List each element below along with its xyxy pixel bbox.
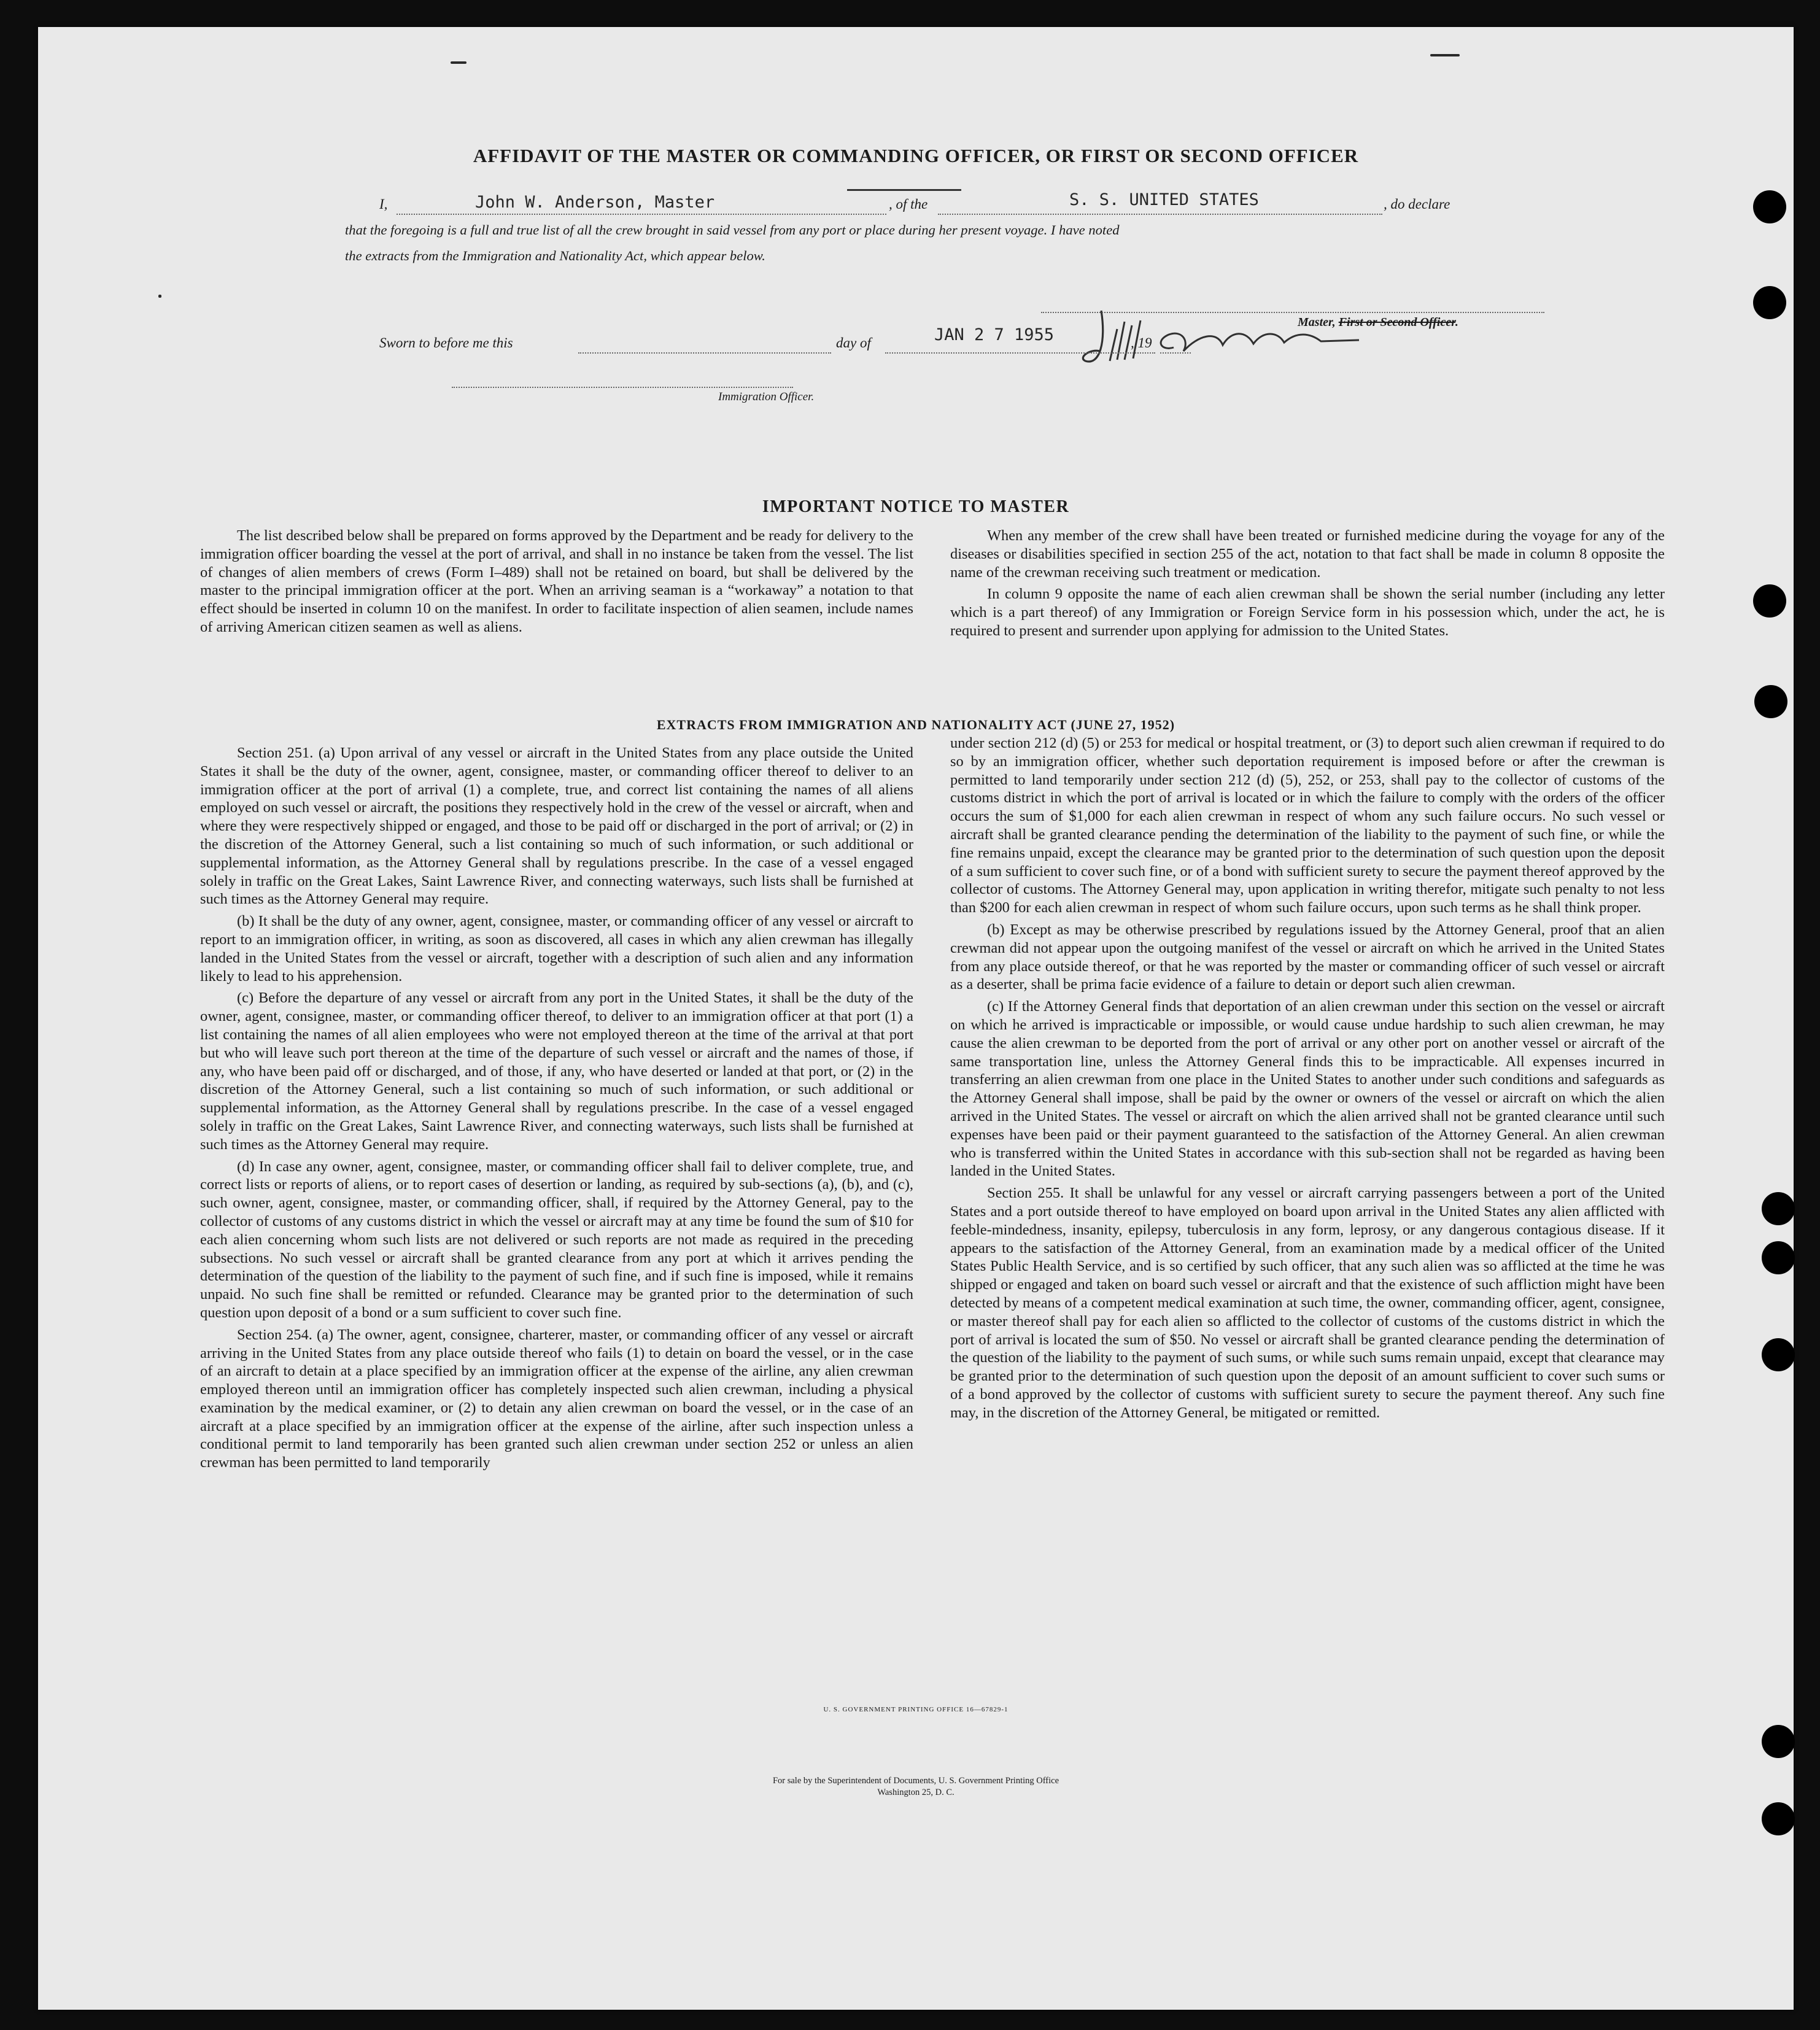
caption-suffix: . [1455, 316, 1458, 329]
sworn-label: Sworn to before me this [379, 335, 513, 351]
day-of-label: day of [836, 335, 871, 351]
of-the-label: , of the [889, 196, 928, 212]
scan-speck [1430, 54, 1460, 56]
year-line [1160, 352, 1191, 354]
declaration-line: the extracts from the Immigration and Nationality Act, which appear below. [345, 248, 765, 263]
paragraph: In column 9 opposite the name of each alien crewman shall be shown the serial number (including any letter which is a part thereof) of any Immigration or Foreign Service form in his possession which, under the act, he is required to present and surrender upon applying for admission to the United States. [950, 586, 1665, 639]
do-declare-label: , do declare [1384, 196, 1450, 212]
vessel-name-field[interactable]: S. S. UNITED STATES [1069, 190, 1259, 209]
paragraph: (b) It shall be the duty of any owner, agent, consignee, master, or commanding officer of any vessel or aircraft to report to an immigration officer, in writing, as soon as discovered, all cases in which any alien crewman has illegally landed in the United States from the vessel or aircraft, together with a description of such alien and any information likely to lead to his apprehension. [200, 913, 913, 985]
scan-speck [158, 295, 161, 298]
paragraph: Section 251. (a) Upon arrival of any vessel or aircraft in the United States from any place outside the United States it shall be the duty of the owner, agent, consignee, master, or commanding officer thereof to deliver to an immigration officer at the port of arrival (1) a complete, true, and correct list containing the names of all aliens employed on such vessel or aircraft, the positions they respectively hold in the crew of the vessel or aircraft, when and where they were respectively shipped or engaged, and those to be paid off or discharged in the port of arrival; or (2) in the discretion of the Attorney General, such a list containing so much of such information, or such additional or supplemental information, as the Attorney General shall by regulations prescribe. In the case of a vessel engaged solely in traffic on the Great Lakes, Saint Lawrence River, and connecting waterways, such lists shall be furnished at such times as the Attorney General may require. [200, 745, 913, 908]
sworn-day-line [578, 352, 831, 354]
binder-hole [1754, 685, 1787, 718]
officer-signature-line [452, 387, 793, 388]
affidavit-page [38, 27, 1794, 2010]
sale-line: Washington 25, D. C. [877, 1788, 955, 1797]
caption-struck-officer: First or Second Officer [1338, 316, 1455, 329]
declaration-line: that the foregoing is a full and true list of all the crew brought in said vessel from any port or place during her present voyage. I have noted [345, 222, 1120, 238]
binder-hole [1762, 1725, 1795, 1758]
paragraph: (c) Before the departure of any vessel or aircraft from any port in the United States, it shall be the duty of the owner, agent, consignee, master, or commanding officer thereof, to deliver to an immigration officer at that port (1) a list containing the names of all alien employees who were not employed thereon at the time of the arrival at that port but who will leave such port thereon at the time of the departure of such vessel or aircraft and the names of those, if any, who have been paid off or discharged, and of those, if any, who have deserted or landed at that port, or (2) in the discretion of the Attorney General, such a list containing so much of such information, or such additional or supplemental information, as the Attorney General shall by regulations prescribe. In the case of a vessel engaged solely in traffic on the Great Lakes, Saint Lawrence River, and connecting waterways, such lists shall be furnished at such times as the Attorney General may require. [200, 990, 913, 1153]
signature-caption [1298, 316, 1458, 330]
master-signature [1082, 292, 1364, 384]
binder-hole [1753, 286, 1786, 319]
scan-speck [451, 61, 467, 64]
master-name-field[interactable]: John W. Anderson, Master [475, 193, 715, 212]
paragraph: (b) Except as may be otherwise prescribed by regulations issued by the Attorney General, proof that an alien crewman did not appear upon the outgoing manifest of the vessel or aircraft on which he arrived in the United States from any place outside thereof, or that he was reported by the master or commanding officer of such vessel or aircraft as a deserter, shall be prima facie evidence of a failure to detain or deport such alien crewman. [950, 921, 1665, 993]
paragraph: Section 254. (a) The owner, agent, consignee, charterer, master, or commanding officer of any vessel or aircraft arriving in the United States from any place outside thereof who fails (1) to detain on board the vessel, or in the case of an aircraft to detain at a place specified by an immigration officer at the expense of the airline, any alien crewman employed thereon until an immigration officer has completely inspected such alien crewman, including a physical examination by the medical examiner, or (2) to detain any alien crewman on board the vessel, or in the case of an aircraft at a place specified by an immigration officer at the expense of the airline, after such inspection unless a conditional permit to land temporarily has been granted such alien crewman under section 252 or unless an alien crewman has been permitted to land temporarily [200, 1326, 913, 1471]
title-rule [847, 189, 961, 191]
extracts-title: EXTRACTS FROM IMMIGRATION AND NATIONALITY ACT (JUNE 27, 1952) [656, 717, 1175, 732]
i-label: I, [379, 196, 388, 212]
vessel-name-line [938, 214, 1382, 215]
binder-hole [1762, 1338, 1795, 1371]
notice-title: IMPORTANT NOTICE TO MASTER [762, 497, 1070, 516]
year-label: , 19 [1131, 335, 1152, 351]
paragraph: (d) In case any owner, agent, consignee, master, or commanding officer shall fail to deliver complete, true, and correct lists or reports of aliens, or to report cases of desertion or landing, as required by sub-sections (a), (b), and (c), such owner, agent, consignee, master, or commanding officer, shall, if required by the Attorney General, pay to the collector of customs of any customs district in which the vessel or aircraft may at any time be found the sum of $10 for each alien concerning whom such lists are not delivered or such reports are not made as required in the preceding subsections. No such vessel or aircraft shall be granted clearance from any port at which it arrives pending the determination of the question of the liability to the payment of such fine, and if such fine is imposed, while it remains unpaid. No such fine shall be remitted or refunded. Clearance may be granted prior to the determination of such question upon deposit of a bond or a sum sufficient to cover such fine. [200, 1158, 913, 1321]
paragraph: The list described below shall be prepared on forms approved by the Department and be ready for delivery to the immigration officer boarding the vessel at the port of arrival, and shall in no instance be taken from the vessel. The list of changes of alien members of crews (Form I–489) shall not be retained on board, but shall be delivered by the master to the principal immigration officer at the port. When an arriving seaman is a “workaway” a notation to that effect should be inserted in column 10 on the manifest. In order to facilitate inspection of alien seamen, include names of arriving American citizen seamen as well as aliens. [200, 527, 913, 635]
paragraph: (c) If the Attorney General finds that deportation of an alien crewman under this section on the vessel or aircraft on which he arrived is impracticable or impossible, or would cause undue hardship to such alien crewman, he may cause the alien crewman to be deported from the port of arrival or any other port on another vessel or aircraft of the same transportation line, unless the Attorney General finds this to be impracticable. All expenses incurred in transferring an alien crewman from one place in the United States to another under such conditions and safeguards as the Attorney General shall impose, shall be paid by the owner or owners of the vessel or aircraft on which the alien arrived in the United States. The vessel or aircraft on which the alien arrived shall not be granted clearance until such expenses have been paid or their payment guaranteed to the satisfaction of the Attorney General. An alien crewman who is transferred within the United States in accordance with this sub-section shall not be regarded as having been landed in the United States. [950, 998, 1665, 1180]
notice-right-column [950, 527, 1665, 640]
sworn-month-line [885, 352, 1155, 354]
sale-line: For sale by the Superintendent of Documents, U. S. Government Printing Office [772, 1776, 1059, 1786]
extracts-left-column [200, 744, 913, 1472]
binder-hole [1762, 1802, 1795, 1835]
paragraph: under section 212 (d) (5) or 253 for medical or hospital treatment, or (3) to deport such alien crewman if required to do so by an immigration officer, whether such deportation requirement is imposed before or after the crewman is permitted to land temporarily under section 212 (d) (5), 252, or 253, shall pay to the collector of customs of the customs district in which the port of arrival is located or in which the failure to comply with the orders of the officer occurs the sum of $1,000 for each alien crewman in respect of whom any such failure occurs. No such vessel or aircraft shall be granted clearance pending the determination of the liability to the payment of such fine, or while the fine remains unpaid, except the clearance may be granted prior to the determination of such question upon the deposit of a sum sufficient to cover such fine, or of a bond with sufficient surety to secure the payment thereof approved by the collector of customs. The Attorney General may, upon application in writing therefor, mitigate such penalty to not less than $200 for each alien crewman in respect of whom such failure occurs, upon such terms as he shall think proper. [950, 735, 1665, 916]
signature-line [1041, 312, 1544, 313]
notice-left-column [200, 527, 913, 637]
binder-hole [1753, 584, 1786, 618]
binder-hole [1762, 1192, 1795, 1225]
affidavit-title: AFFIDAVIT OF THE MASTER OR COMMANDING OFFICER, OR FIRST OR SECOND OFFICER [473, 145, 1359, 166]
extracts-right-column [950, 734, 1665, 1422]
binder-hole [1762, 1241, 1795, 1274]
binder-hole [1753, 190, 1786, 223]
master-name-line [397, 214, 886, 215]
printing-office-line: U. S. GOVERNMENT PRINTING OFFICE 16—67829-1 [823, 1706, 1009, 1713]
paragraph: Section 255. It shall be unlawful for any vessel or aircraft carrying passengers between a port of the United States and a port outside thereof to have employed on board upon arrival in the United States any alien afflicted with feeble-mindedness, insanity, epilepsy, tuberculosis in any form, leprosy, or any dangerous contagious disease. If it appears to the satisfaction of the Attorney General, from an examination made by a medical officer of the United States Public Health Service, and is so certified by such officer, that any such alien was so afflicted at the time he was shipped or engaged and taken on board such vessel or aircraft and that the existence of such affliction might have been detected by means of a competent medical examination at such time, the owner, commanding officer, agent, consignee, or master thereof shall pay for each alien so afflicted to the collector of customs of the customs district in which the port of arrival is located the sum of $50. No vessel or aircraft shall be granted clearance pending the determination of the question of the liability to the payment of such sums, or while such sums remain unpaid, except that clearance may be granted prior to the determination of such question upon the deposit of an amount sufficient to cover such sums or of a bond approved by the collector of customs with sufficient surety to secure the payment thereof. Any such fine may, in the discretion of the Attorney General, be mitigated or remitted. [950, 1185, 1665, 1421]
paragraph: When any member of the crew shall have been treated or furnished medicine during the voyage for any of the diseases or disabilities specified in section 255 of the act, notation to that fact shall be made in column 8 opposite the name of the crewman receiving such treatment or medication. [950, 527, 1665, 581]
caption-master: Master, [1298, 316, 1336, 329]
date-stamp: JAN 2 7 1955 [934, 325, 1055, 344]
officer-caption: Immigration Officer. [718, 390, 815, 403]
